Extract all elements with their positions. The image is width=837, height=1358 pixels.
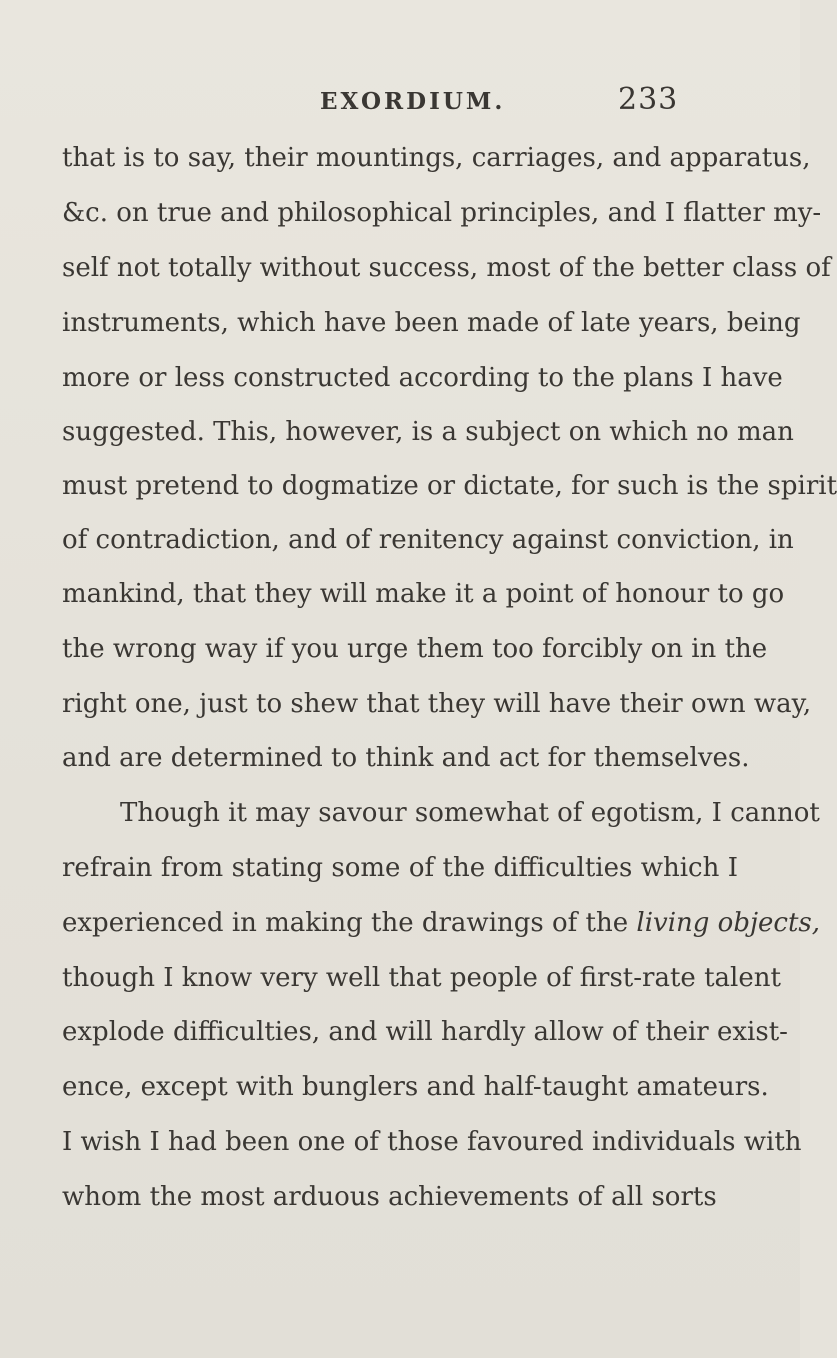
text-line — [62, 907, 821, 939]
text-line: though I know very well that people of first-rate talent — [62, 963, 781, 993]
text-line: instruments, which have been made of late years, being — [62, 308, 801, 338]
text-span: experienced in making the drawings of the — [62, 908, 637, 938]
text-line: I wish I had been one of those favoured individuals with — [62, 1127, 802, 1157]
text-line: explode difficulties, and will hardly allow of their exist- — [62, 1017, 788, 1047]
text-line: and are determined to think and act for themselves. — [62, 743, 750, 773]
text-line: the wrong way if you urge them too forcibly on in the — [62, 634, 768, 664]
text-line: mankind, that they will make it a point of honour to go — [62, 579, 785, 609]
text-line: that is to say, their mountings, carriages, and apparatus, — [62, 143, 811, 173]
text-line: must pretend to dogmatize or dictate, for such is the spirit — [62, 471, 837, 501]
italic-text: living objects, — [636, 908, 821, 938]
text-line: ence, except with bunglers and half-taught amateurs. — [62, 1072, 769, 1102]
text-line: self not totally without success, most of the better class of — [62, 253, 831, 283]
text-line: suggested. This, however, is a subject on which no man — [62, 417, 794, 447]
text-line: of contradiction, and of renitency against conviction, in — [62, 525, 794, 555]
text-line: right one, just to shew that they will have their own way, — [62, 689, 812, 719]
text-line: &c. on true and philosophical principles, and I flatter my- — [62, 198, 822, 228]
text-line: Though it may savour somewhat of egotism, I cannot — [120, 798, 820, 828]
text-line: whom the most arduous achievements of all sorts — [62, 1182, 717, 1212]
text-line: refrain from stating some of the difficulties which I — [62, 853, 738, 883]
text-line: more or less constructed according to the plans I have — [62, 363, 783, 393]
running-title: EXORDIUM. — [320, 88, 506, 115]
page-number: 233 — [618, 82, 679, 117]
